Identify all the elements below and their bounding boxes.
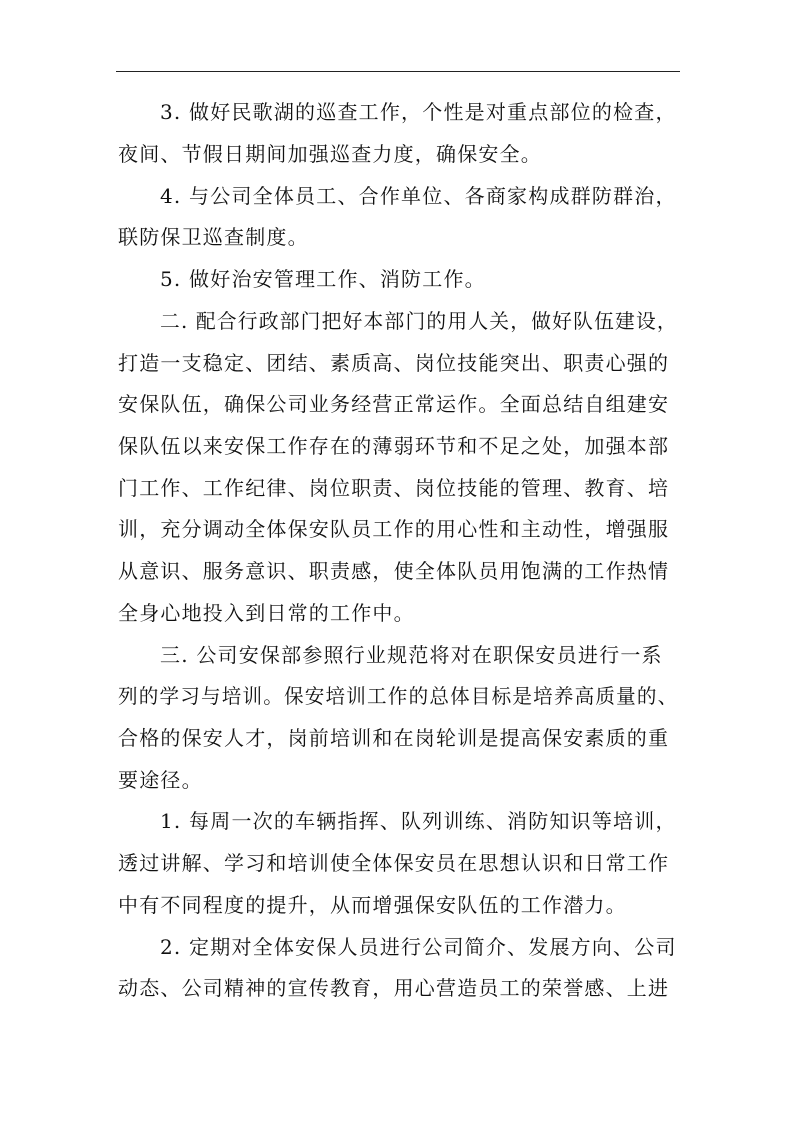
- paragraph-line: 从意识、服务意识、职责感，使全体队员用饱满的工作热情: [118, 559, 670, 583]
- paragraph-line: 二. 配合行政部门把好本部门的用人关，做好队伍建设，: [160, 309, 678, 333]
- paragraph-line: 5. 做好治安管理工作、消防工作。: [160, 267, 486, 291]
- paragraph-line: 合格的保安人才，岗前培训和在岗轮训是提高保安素质的重: [118, 726, 670, 750]
- paragraph-line: 4. 与公司全体员工、合作单位、各商家构成群防群治，: [160, 184, 677, 208]
- paragraph-line: 动态、公司精神的宣传教育，用心营造员工的荣誉感、上进: [118, 976, 670, 1000]
- paragraph-line: 门工作、工作纪律、岗位职责、岗位技能的管理、教育、培: [118, 476, 670, 500]
- paragraph-line: 1. 每周一次的车辆指挥、队列训练、消防知识等培训，: [160, 809, 677, 833]
- paragraph-line: 保队伍以来安保工作存在的薄弱环节和不足之处，加强本部: [118, 434, 670, 458]
- paragraph-line: 三. 公司安保部参照行业规范将对在职保安员进行一系: [160, 643, 663, 667]
- paragraph-line: 打造一支稳定、团结、素质高、岗位技能突出、职责心强的: [118, 351, 670, 375]
- header-rule: [116, 71, 680, 72]
- paragraph-line: 列的学习与培训。保安培训工作的总体目标是培养高质量的、: [118, 684, 679, 708]
- paragraph-line: 2. 定期对全体安保人员进行公司简介、发展方向、公司: [160, 935, 677, 959]
- paragraph-line: 安保队伍，确保公司业务经营正常运作。全面总结自组建安: [118, 392, 670, 416]
- paragraph-line: 夜间、节假日期间加强巡查力度，确保安全。: [118, 142, 542, 166]
- paragraph-line: 要途径。: [118, 768, 203, 792]
- paragraph-line: 透过讲解、学习和培训使全体保安员在思想认识和日常工作: [118, 851, 670, 875]
- paragraph-line: 3. 做好民歌湖的巡查工作，个性是对重点部位的检查，: [160, 100, 677, 124]
- paragraph-line: 中有不同程度的提升，从而增强保安队伍的工作潜力。: [118, 893, 627, 917]
- paragraph-line: 全身心地投入到日常的工作中。: [118, 601, 415, 625]
- paragraph-line: 联防保卫巡查制度。: [118, 225, 309, 249]
- paragraph-line: 训，充分调动全体保安队员工作的用心性和主动性，增强服: [118, 517, 670, 541]
